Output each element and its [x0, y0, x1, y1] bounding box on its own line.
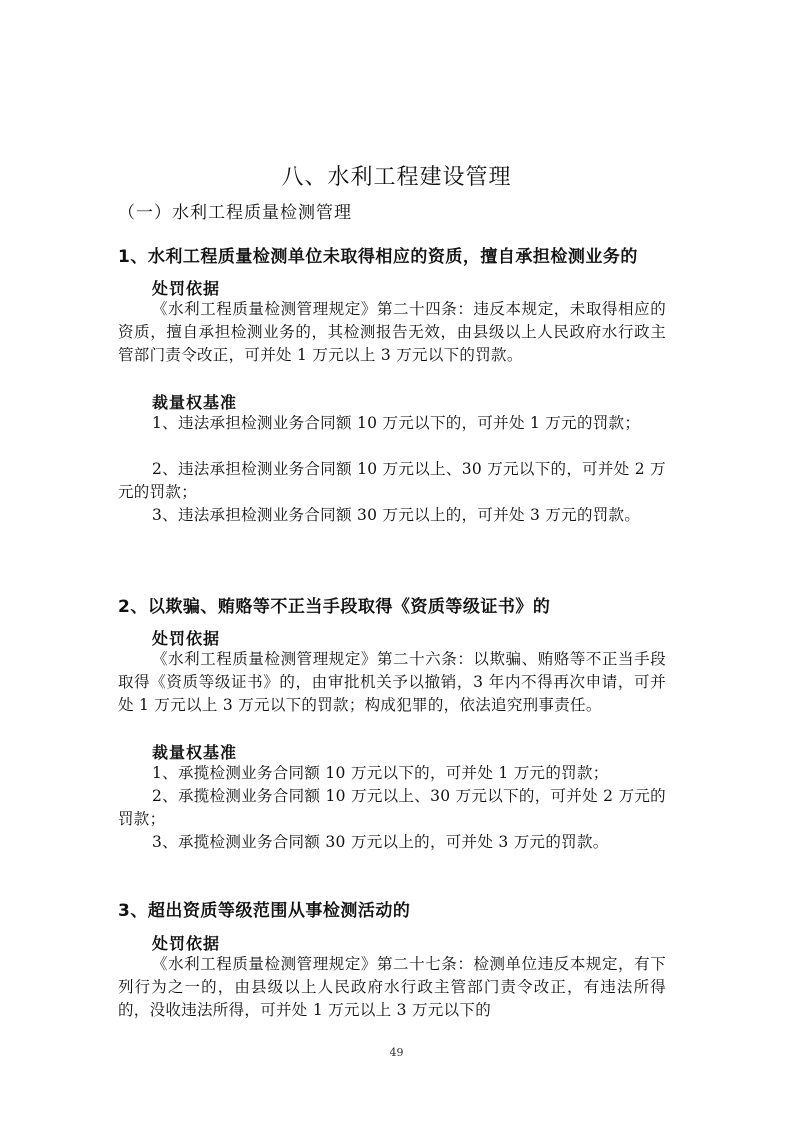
item-1-standard-label: 裁量权基准: [152, 393, 238, 412]
item-1-basis-label: 处罚依据: [152, 279, 221, 298]
item-3-heading: 3、超出资质等级范围从事检测活动的: [118, 901, 411, 921]
item-2-basis-text: 《水利工程质量检测管理规定》第二十六条：以欺骗、贿赂等不正当手段取得《资质等级证书》的，由审批机关予以撤销，3 年内不得再次申请，可并处 1 万元以上 3 万元以下的罚款；构成犯罪的，依法追究刑事责任。: [118, 650, 666, 714]
item-2-heading: 2、以欺骗、贿赂等不正当手段取得《资质等级证书》的: [118, 597, 551, 617]
item-1-standard-2: 2、违法承担检测业务合同额 10 万元以上、30 万元以下的，可并处 2 万元的罚款；: [118, 460, 666, 501]
item-1-heading: 1、水利工程质量检测单位未取得相应的资质，擅自承担检测业务的: [118, 247, 638, 267]
item-1-standard-3: 3、违法承担检测业务合同额 30 万元以上的，可并处 3 万元的罚款。: [152, 506, 641, 524]
item-2-standard-3: 3、承揽检测业务合同额 30 万元以上的，可并处 3 万元的罚款。: [152, 833, 609, 851]
item-3-basis-label: 处罚依据: [152, 934, 221, 953]
section-title: （一）水利工程质量检测管理: [118, 203, 352, 223]
page-number: 49: [389, 1046, 404, 1059]
item-2-standard-1: 1、承揽检测业务合同额 10 万元以下的，可并处 1 万元的罚款；: [152, 764, 609, 782]
item-1-standard-1: 1、违法承担检测业务合同额 10 万元以下的，可并处 1 万元的罚款；: [152, 414, 641, 432]
item-2-standard-label: 裁量权基准: [152, 743, 238, 762]
item-3-basis-text: 《水利工程质量检测管理规定》第二十七条：检测单位违反本规定，有下列行为之一的，由县级以上人民政府水行政主管部门责令改正，有违法所得的，没收违法所得，可并处 1 万元以上 3 万元以下的: [118, 955, 666, 1019]
chapter-title: 八、水利工程建设管理: [281, 165, 512, 190]
item-2-basis-label: 处罚依据: [152, 629, 221, 648]
item-1-basis-text: 《水利工程质量检测管理规定》第二十四条：违反本规定，未取得相应的资质，擅自承担检测业务的，其检测报告无效，由县级以上人民政府水行政主管部门责令改正，可并处 1 万元以上 3 万元以下的罚款。: [118, 300, 666, 364]
item-2-standard-2: 2、承揽检测业务合同额 10 万元以上、30 万元以下的，可并处 2 万元的罚款；: [118, 787, 666, 828]
